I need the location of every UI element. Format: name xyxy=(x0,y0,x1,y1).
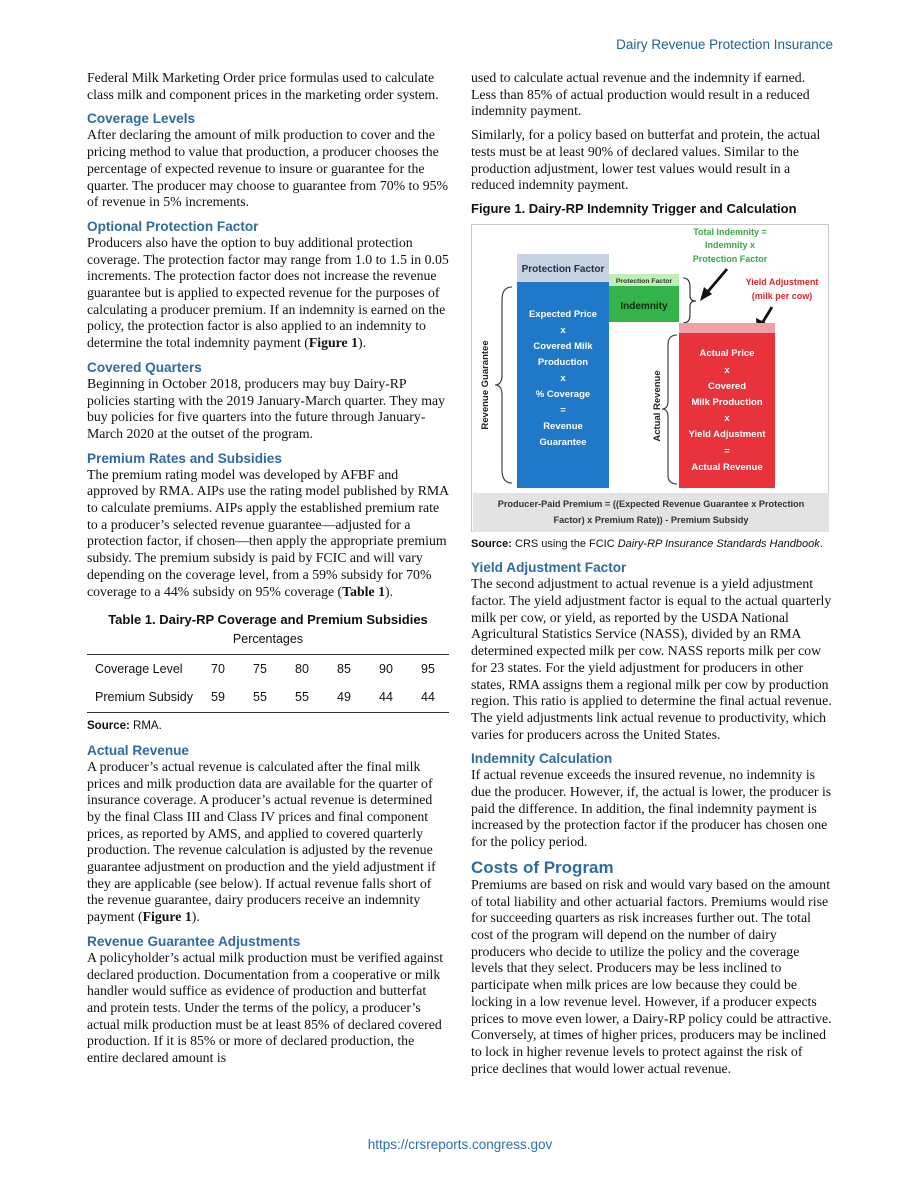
yield-adjustment-line: (milk per cow) xyxy=(751,290,813,301)
blue-box-line: x xyxy=(560,372,566,384)
figure-source: Source: CRS using the FCIC Dairy-RP Insurance Standards Handbook. xyxy=(471,537,823,550)
protection-factor-small-label: Protection Factor xyxy=(615,277,673,285)
table-ref: Table 1 xyxy=(342,583,385,599)
red-box-line: Actual Price xyxy=(699,347,755,359)
table-row xyxy=(87,683,449,712)
table-cell: 59 xyxy=(197,683,239,712)
table-row xyxy=(87,655,449,684)
intro-paragraph: Federal Milk Marketing Order price formulas used to calculate class milk and component prices in the marketing order system. xyxy=(87,70,439,102)
table-title: Table 1. Dairy-RP Coverage and Premium Subsidies xyxy=(108,612,428,628)
total-indemnity-line: Protection Factor xyxy=(692,253,768,264)
left-column xyxy=(87,70,449,1074)
red-box-line: = xyxy=(724,445,730,457)
row-label: Premium Subsidy xyxy=(87,683,197,712)
table-cell: 75 xyxy=(253,661,267,676)
yield-adjustment-strip xyxy=(679,323,775,333)
table-subtitle: Percentages xyxy=(87,631,449,655)
figure-ref: Figure 1 xyxy=(308,335,359,351)
optional-protection-text: Producers also have the option to buy additional protection coverage. The protection factor may range from 1.0 to 1.5 in 0.05 increments. The protection factor does not increase the revenue guarantee but is applied to expected revenue for the purposes of calculating a producer premium. If an indemnity is earned on the policy, the protection factor is also applied to an indemnity to determine the total indemnity payment (Figure 1). xyxy=(87,234,449,351)
heading-optional-protection: Optional Protection Factor xyxy=(87,218,259,234)
covered-quarters-text: Beginning in October 2018, producers may buy Dairy-RP policies starting with the 2019 January-March quarter. They may buy policies for five quarters into the future through January-March 2020 at the outset of the program. xyxy=(87,375,445,441)
heading-costs-of-program: Costs of Program xyxy=(471,857,614,877)
coverage-subsidy-table xyxy=(87,655,449,713)
table-cell: 90 xyxy=(379,661,393,676)
row-label: Coverage Level xyxy=(95,661,183,676)
table-cell: 85 xyxy=(337,661,351,676)
heading-revenue-guarantee-adjustments: Revenue Guarantee Adjustments xyxy=(87,933,301,949)
heading-yield-adjustment: Yield Adjustment Factor xyxy=(471,560,627,576)
table-cell: 55 xyxy=(281,683,323,712)
premium-formula-line: Factor) x Premium Rate)) - Premium Subsidy xyxy=(553,514,749,525)
indemnity-calculation-text: If actual revenue exceeds the insured revenue, no indemnity is due the producer. However, if, the actual is lower, the producer is paid the difference. In addition, the final indemnity payment is increased by the protection factor if the producer has chosen one for the policy period. xyxy=(471,767,832,850)
blue-box-line: Production xyxy=(537,356,589,368)
actual-revenue-brace xyxy=(662,335,677,484)
actual-revenue-text: A producer’s actual revenue is calculated after the final milk prices and milk production data are available for the quarter of insurance coverage. A producer’s actual revenue is determined by the final Class III and Class IV prices and final component prices, as reported by AMS, and applied to covered quarterly production. The revenue calculation is adjusted by the revenue guarantee adjustment on production and the yield adjustment if they are applicable (see below). If actual revenue falls short of the revenue guarantee, dairy producers receive an indemnity payment (Figure 1). xyxy=(87,758,436,925)
total-indemnity-line: Indemnity x xyxy=(704,239,756,250)
table-source: Source: RMA. xyxy=(87,720,162,733)
yield-adjustment-text: The second adjustment to actual revenue is a yield adjustment factor. The yield adjustment factor is equal to the actual quarterly milk per cow, or yield, as reported by the USDA National Agricultural Statistics Service (NASS), divided by an RMA determined expected milk per cow. NASS reports milk per cow for 23 states. For the yield adjustment for producers in other states, RMA assigns them a regional milk per cow by production region. This ratio is applied to determine the final actual revenue. The yield adjustments link actual revenue to productivity, which varies for producers across the United States. xyxy=(471,576,832,742)
heading-actual-revenue: Actual Revenue xyxy=(87,742,189,758)
revenue-guarantee-adjustments-text: A policyholder’s actual milk production must be verified against declared production. Documentation from a cooperative or milk handler would suffice as evidence of production and butterfat and protein tests. Under the terms of the policy, a producer’s actual milk production must be at least 85% of declared covered production. If it is 85% or more of declared production, the entire declared amount is xyxy=(87,949,444,1066)
red-box-line: x xyxy=(724,364,730,376)
red-box-line: x xyxy=(724,412,730,424)
revenue-guarantee-brace xyxy=(495,287,512,483)
red-box-line: Covered xyxy=(707,380,747,392)
table-cell: 44 xyxy=(365,683,407,712)
heading-indemnity-calculation: Indemnity Calculation xyxy=(471,751,613,767)
table-cell: 49 xyxy=(323,683,365,712)
coverage-levels-text: After declaring the amount of milk production to cover and the pricing method to value that production, a producer chooses the percentage of expected revenue to insure or guarantee for the quarter. The producer may choose to guarantee from 70% to 95% of revenue in 5% increments. xyxy=(87,127,449,210)
red-box-line: Yield Adjustment xyxy=(688,428,766,440)
blue-box-line: = xyxy=(560,404,566,416)
table-cell: 44 xyxy=(407,683,449,712)
heading-coverage-levels: Coverage Levels xyxy=(87,111,196,127)
blue-box-line: Covered Milk xyxy=(533,340,593,352)
total-indemnity-line: Total Indemnity = xyxy=(693,226,767,237)
blue-box-line: Expected Price xyxy=(528,308,598,320)
indemnity-brace xyxy=(683,278,696,323)
red-box-line: Actual Revenue xyxy=(691,461,763,473)
yield-adjustment-line: Yield Adjustment xyxy=(745,276,819,287)
blue-box-line: Guarantee xyxy=(539,436,587,448)
table-cell: 55 xyxy=(239,683,281,712)
blue-box-line: x xyxy=(560,324,566,336)
indemnity-label: Indemnity xyxy=(620,300,668,312)
premium-formula-line: Producer-Paid Premium = ((Expected Revenue Guarantee x Protection xyxy=(497,498,805,509)
table-cell: 80 xyxy=(295,661,309,676)
heading-premium-rates: Premium Rates and Subsidies xyxy=(87,450,282,466)
premium-rates-text: The premium rating model was developed by AFBF and approved by RMA. AIPs use the rating model published by RMA to calculate premiums. AIPs apply the established premium rate to a producer’s selected revenue guarantee—adjusted for a protection factor, if chosen—then apply the appropriate premium subsidy. The premium subsidy is paid by FCIC and will vary depending on the coverage level, from a 59% subsidy for 70% coverage to a 44% subsidy on 95% coverage (Table 1). xyxy=(87,466,449,599)
blue-box-line: % Coverage xyxy=(535,388,591,400)
blue-box-line: Revenue xyxy=(543,420,583,432)
table-cell: 70 xyxy=(211,661,225,676)
running-header: Dairy Revenue Protection Insurance xyxy=(616,37,833,52)
figure-diagram xyxy=(471,224,829,532)
revenue-guarantee-axis-label: Revenue Guarantee xyxy=(480,340,491,430)
footer-url-link[interactable]: https://crsreports.congress.gov xyxy=(367,1137,553,1152)
butterfat-paragraph: Similarly, for a policy based on butterfat and protein, the actual tests must be at least 90% of declared values. Similar to the production adjustment, lower test values would result in a reduced indemnity payment. xyxy=(471,127,821,193)
right-column xyxy=(471,70,833,1084)
protection-factor-header-label: Protection Factor xyxy=(521,263,605,275)
actual-revenue-axis-label: Actual Revenue xyxy=(652,369,663,442)
table-cell: 95 xyxy=(421,661,435,676)
heading-covered-quarters: Covered Quarters xyxy=(87,359,202,375)
figure-ref: Figure 1 xyxy=(142,909,192,925)
figure-title: Figure 1. Dairy-RP Indemnity Trigger and Calculation xyxy=(471,200,797,216)
costs-of-program-text: Premiums are based on risk and would vary based on the amount of total liability and other actuarial factors. Premiums would rise for succeeding quarters as risk increases further out. The total cost of the program will depend on the number of dairy producers who decide to utilize the policy and the coverage levels that they select. Producers may be less inclined to participate when milk prices are low because they could be locking in a low revenue level. However, if a producer expects prices to move even lower, a Dairy-RP policy could be attractive. Conversely, at times of higher prices, producers may be inclined to lock in higher revenue levels to protect against the risk of price declines that would lower actual revenue. xyxy=(471,876,832,1076)
red-box-line: Milk Production xyxy=(691,396,763,408)
continued-paragraph: used to calculate actual revenue and the indemnity if earned. Less than 85% of actual production would result in a reduced indemnity payment. xyxy=(471,70,810,119)
